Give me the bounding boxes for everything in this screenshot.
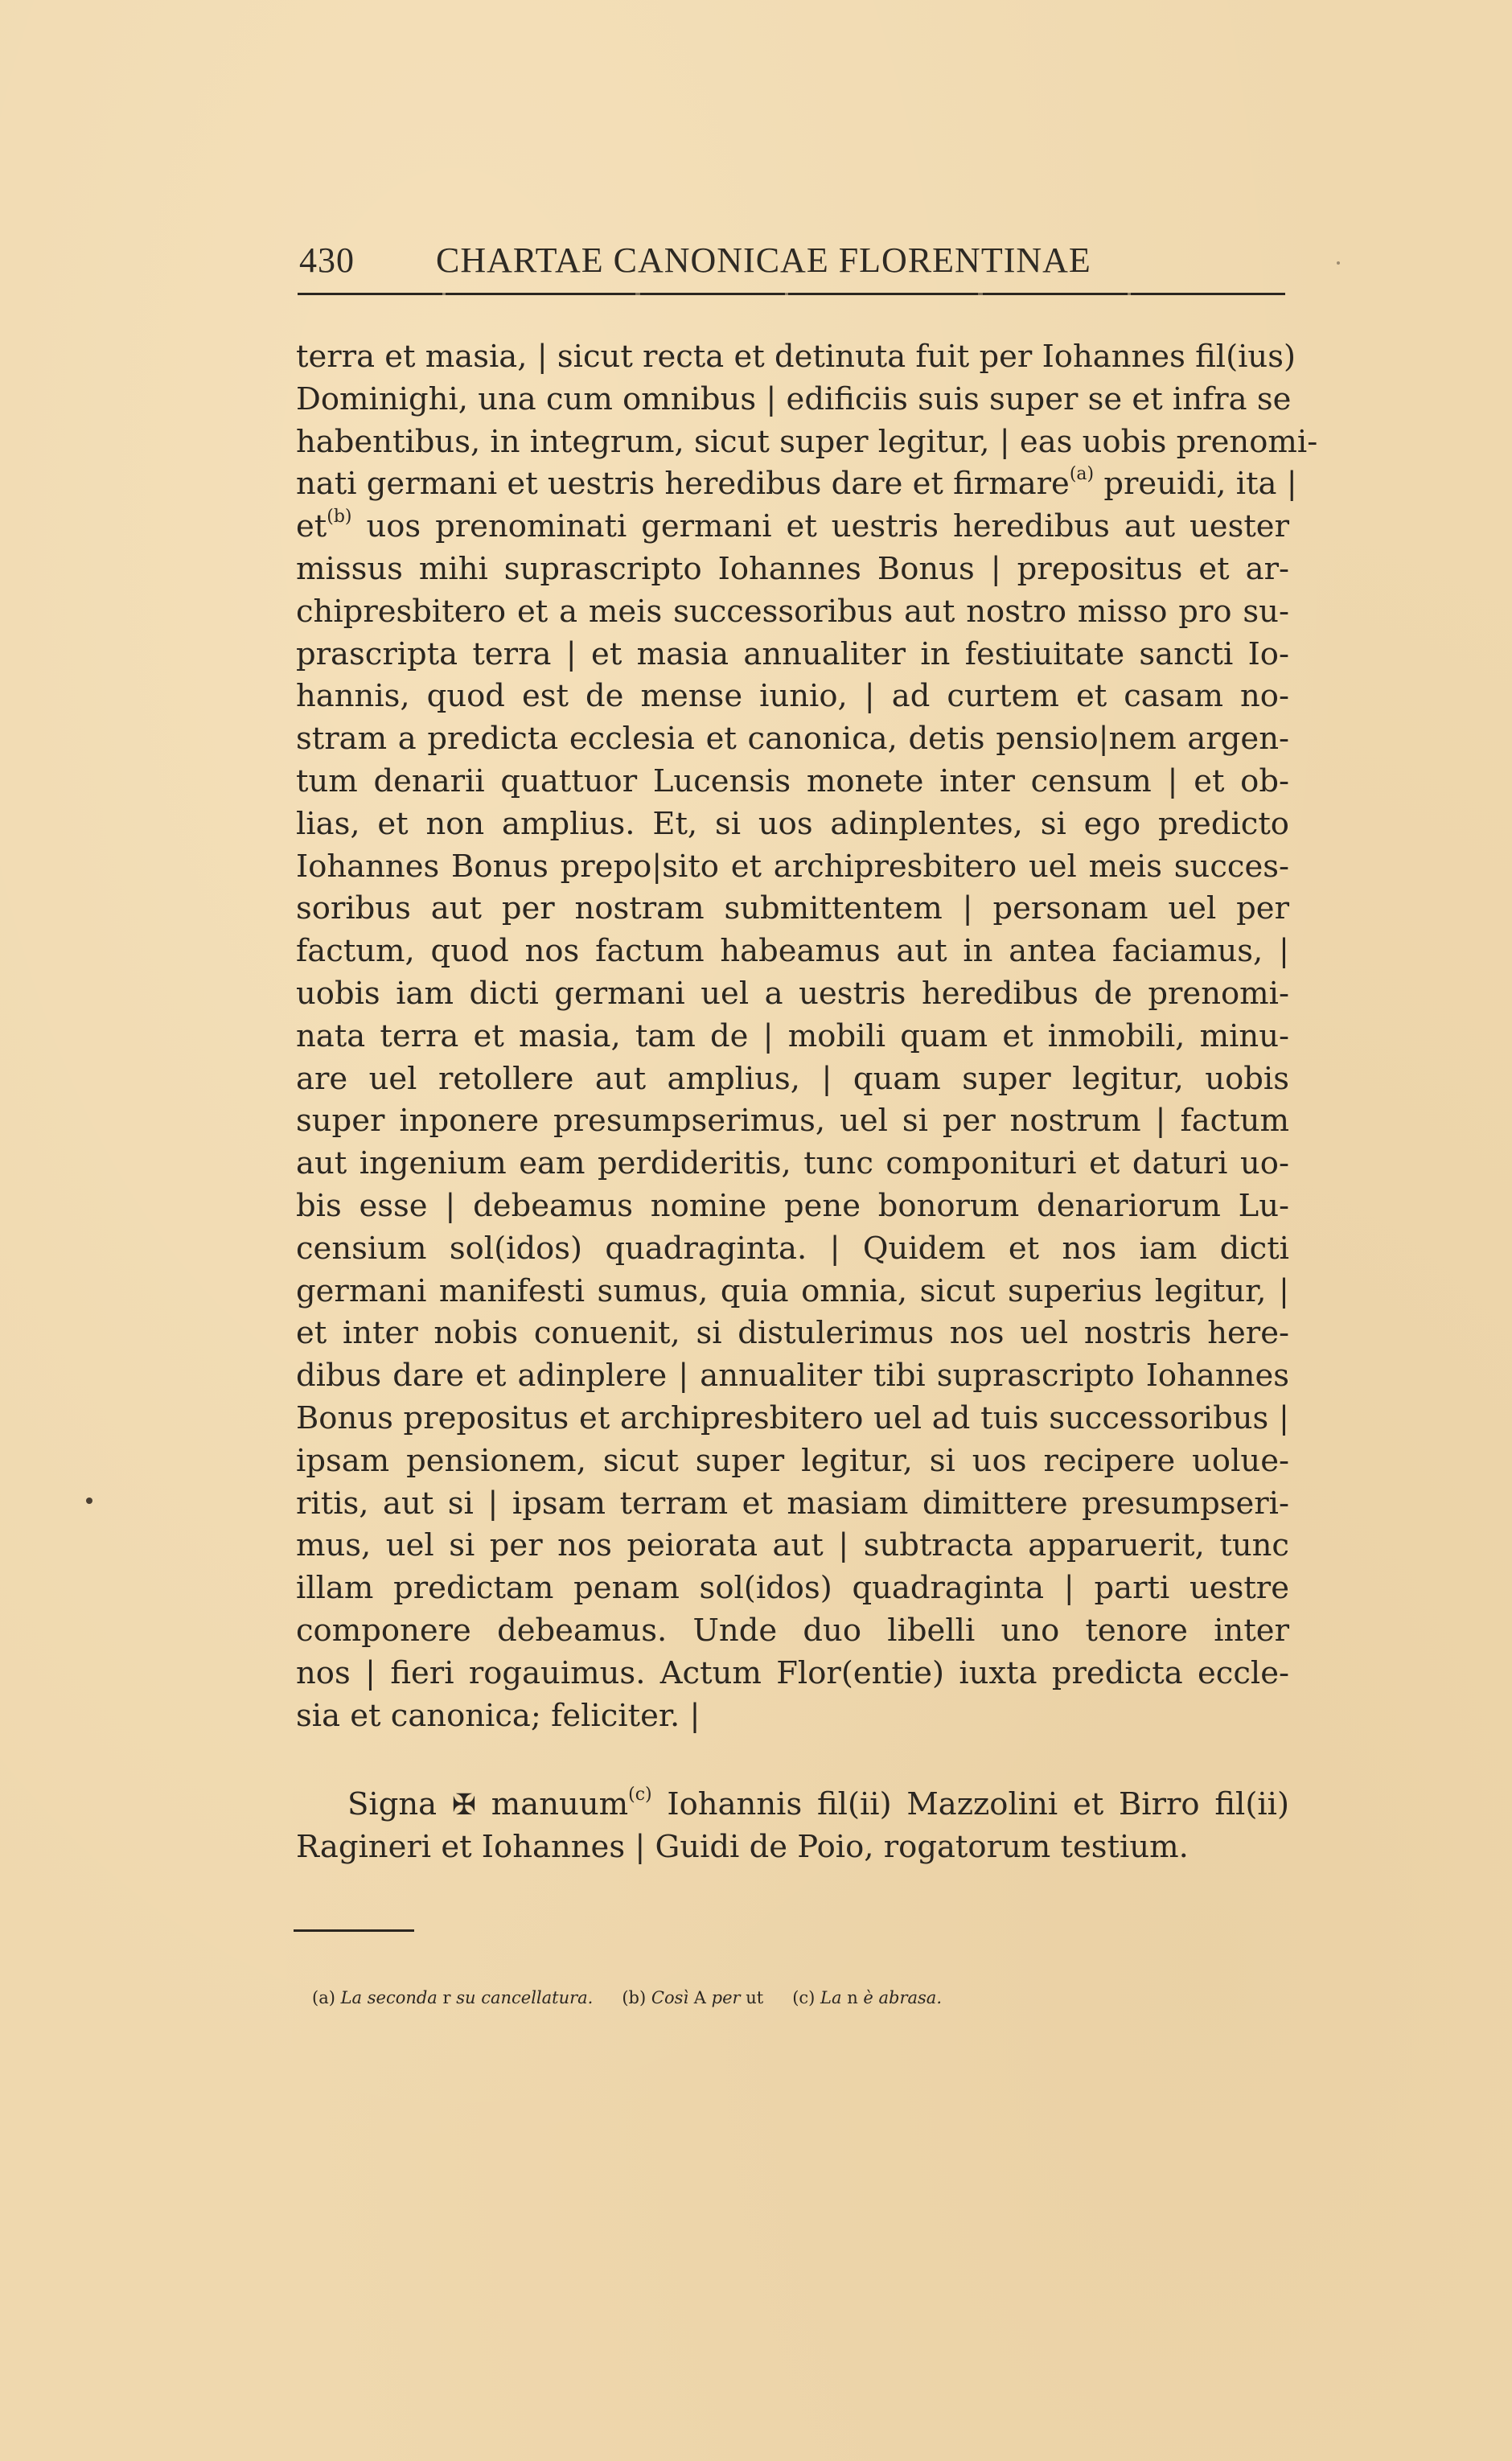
text-line: chipresbitero et a meis successoribus aut nostro misso pro su- [296,593,1289,630]
footnote: (b) Così A per ut [622,1988,764,2007]
text-line: ritis, aut si | ipsam terram et masiam dimittere presumpseri- [296,1485,1289,1522]
text-line: are uel retollere aut amplius, | quam super legitur, uobis [296,1060,1289,1097]
running-title: CHARTAE CANONICAE FLORENTINAE [436,240,1091,280]
charter-text [296,336,1318,1737]
text-line: illam predictam penam sol(idos) quadraginta | parti uestre [296,1570,1289,1607]
text-line: factum, quod nos factum habeamus aut in antea faciamus, | [296,933,1289,970]
text-line: missus mihi suprascripto Iohannes Bonus | prepositus et ar- [296,550,1289,587]
cross-signum-icon: ✠ [451,1789,477,1822]
text-line: Dominighi, una cum omnibus | edificiis suis super se et infra se [296,380,1292,417]
text-line: terra et masia, | sicut recta et detinuta fuit per Iohannes fil(ius) [296,339,1296,375]
text-line: nata terra et masia, tam de | mobili quam et inmobili, minu- [296,1017,1289,1054]
text-line: habentibus, in integrum, sicut super legitur, | eas uobis prenomi- [296,423,1318,460]
paper-speck [86,1498,92,1504]
text-line: tum denarii quattuor Lucensis monete inter censum | et ob- [296,762,1289,799]
paper-speck [1337,261,1340,265]
footnote-rule [294,1929,414,1932]
signa-block [296,1784,1289,1869]
text-line: sia et canonica; feliciter. | [296,1697,701,1734]
page-number: 430 [299,240,355,280]
text-line: bis esse | debeamus nomine pene bonorum denariorum Lu- [296,1187,1289,1224]
text-line: prascripta terra | et masia annualiter in festiuitate sancti Io- [296,635,1289,672]
footnote-marker: (a) [1069,464,1095,485]
text-line: ipsam pensionem, sicut super legitur, si uos recipere uolue- [296,1442,1289,1479]
signa-line-1: Signa ✠ manuum$^{(c)}$ Iohannis fil(ii) Mazzolini et Birro fil(ii) [347,1785,1289,1822]
text-line: censium sol(idos) quadraginta. | Quidem et nos iam dicti [296,1230,1289,1267]
header-rule [298,293,1285,295]
text-line: hannis, quod est de mense iunio, | ad curtem et casam no- [296,678,1289,715]
footnote-marker: (b) [327,507,352,528]
text-line: soribus aut per nostram submittentem | personam uel per [296,890,1289,927]
text-line: germani manifesti sumus, quia omnia, sicut superius legitur, | [296,1272,1289,1309]
running-head [299,240,1288,281]
text-line: uobis iam dicti germani uel a uestris heredibus de prenomi- [296,975,1289,1012]
text-line: et inter nobis conuenit, si distulerimus nos uel nostris here- [296,1315,1289,1352]
text-line: $et^{(b)}$ uos prenominati germani et uestris heredibus aut uester [296,507,1289,545]
text-line: aut ingenium eam perdideritis, tunc componituri et daturi uo- [296,1145,1289,1182]
text-line: nati germani et uestris heredibus dare et firmare$^{(a)}$ preuidi, ita | [296,464,1297,503]
text-line: super inponere presumpserimus, uel si per nostrum | factum [296,1103,1289,1140]
text-line: stram a predicta ecclesia et canonica, detis pensio|nem argen- [296,721,1289,758]
text-line: dibus dare et adinplere | annualiter tibi suprascripto Iohannes [296,1358,1289,1395]
text-line: mus, uel si per nos peiorata aut | subtracta apparuerit, tunc [296,1527,1289,1564]
signa-line-2: Ragineri et Iohannes | Guidi de Poio, rogatorum testium. [296,1828,1189,1865]
footnote: (c) La n è abrasa. [792,1988,943,2007]
text-line: componere debeamus. Unde duo libelli uno tenore inter [296,1612,1289,1649]
text-line: Iohannes Bonus prepo|sito et archipresbitero uel meis succes- [296,848,1289,885]
text-line: Bonus prepositus et archipresbitero uel ad tuis successoribus | [296,1399,1289,1436]
footnotes [312,1988,971,2007]
footnote: (a) La seconda r su cancellatura. [312,1988,594,2007]
text-line: lias, et non amplius. Et, si uos adinplentes, si ego predicto [296,805,1289,842]
text-line: nos | fieri rogauimus. Actum Flor(entie) iuxta predicta eccle- [296,1654,1289,1691]
footnote-marker-c: (c) [628,1785,652,1805]
